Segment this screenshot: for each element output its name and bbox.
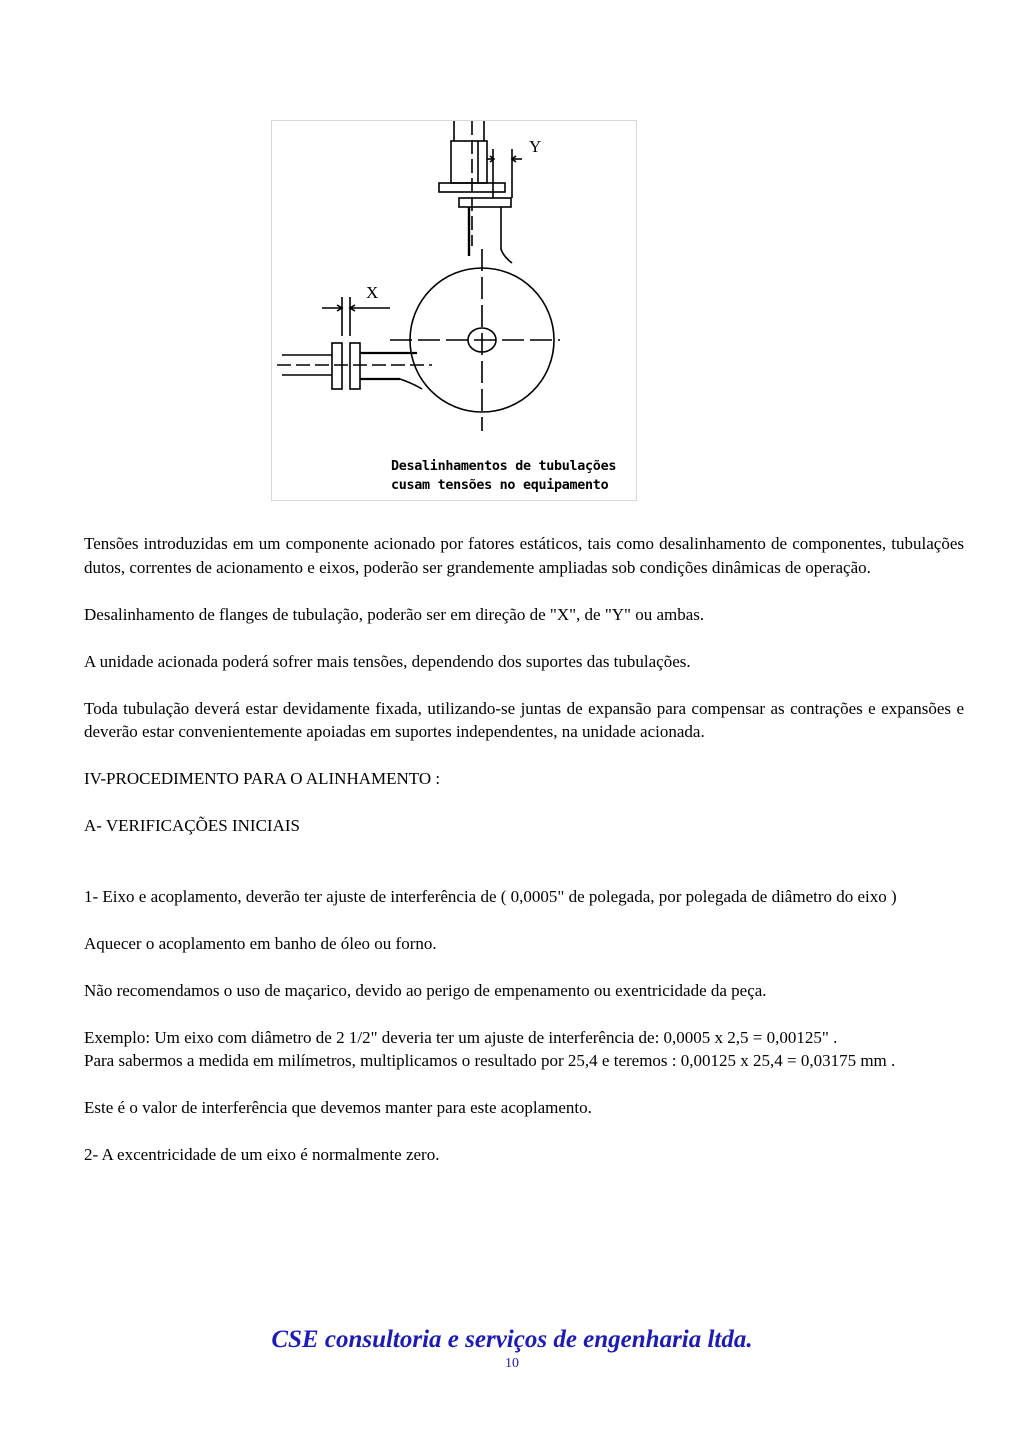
paragraph-interference-value: Este é o valor de interferência que devemos manter para este acoplamento. [84,1098,592,1117]
figure-caption-line-1: Desalinhamentos de tubulações [391,459,617,474]
section-heading-procedure: IV-PROCEDIMENTO PARA O ALINHAMENTO : [84,769,441,788]
dimension-label-y: Y [529,137,542,156]
page-footer [0,1325,1024,1373]
diagram-drawing [272,121,638,502]
company-name: CSE consultoria e serviços de engenharia ltda. [271,1326,753,1353]
paragraph-torch-warning: Não recomendamos o uso de maçarico, devido ao perigo de empenamento ou exentricidade da peça. [84,980,767,1000]
document-body [84,532,964,1167]
paragraph-mm-conversion: Para sabermos a medida em milímetros, multiplicamos o resultado por 25,4 e teremos : 0,00125 x 25,4 = 0,03175 mm . [84,1051,896,1070]
paragraph-example: Exemplo: Um eixo com diâmetro de 2 1/2" deveria ter um ajuste de interferência de: 0,0005 x 2,5 = 0,00125" . [84,1027,838,1047]
paragraph-static-stresses: Tensões introduzidas em um componente acionado por fatores estáticos, tais como desalinhamento de componentes, tubulações dutos, correntes de acionamento e eixos, poderão ser grandemente ampliadas sob condições dinâmicas de operação. [84,534,964,577]
page-number: 10 [505,1356,519,1371]
paragraph-flange-misalignment: Desalinhamento de flanges de tubulação, poderão ser em direção de "X", de "Y" ou ambas. [84,604,705,624]
section-heading-initial-checks: A- VERIFICAÇÕES INICIAIS [84,816,300,835]
paragraph-eccentricity: 2- A excentricidade de um eixo é normalmente zero. [84,1145,440,1164]
paragraph-driven-unit: A unidade acionada poderá sofrer mais tensões, dependendo dos suportes das tubulações. [84,651,691,671]
paragraph-pipe-fixing: Toda tubulação deverá estar devidamente fixada, utilizando-se juntas de expansão para compensar as contrações e expansões e deverão estar convenientemente apoiadas em suportes independentes, na unidade acionada. [84,698,964,741]
figure-caption-line-2: cusam tensões no equipamento [391,478,609,493]
figure-caption [391,457,636,495]
dimension-label-x: X [366,283,379,302]
paragraph-interference-fit: 1- Eixo e acoplamento, deverão ter ajuste de interferência de ( 0,0005" de polegada, por polegada de diâmetro do eixo ) [84,886,897,906]
paragraph-heating: Aquecer o acoplamento em banho de óleo ou forno. [84,933,437,953]
pipe-misalignment-diagram [271,120,637,501]
